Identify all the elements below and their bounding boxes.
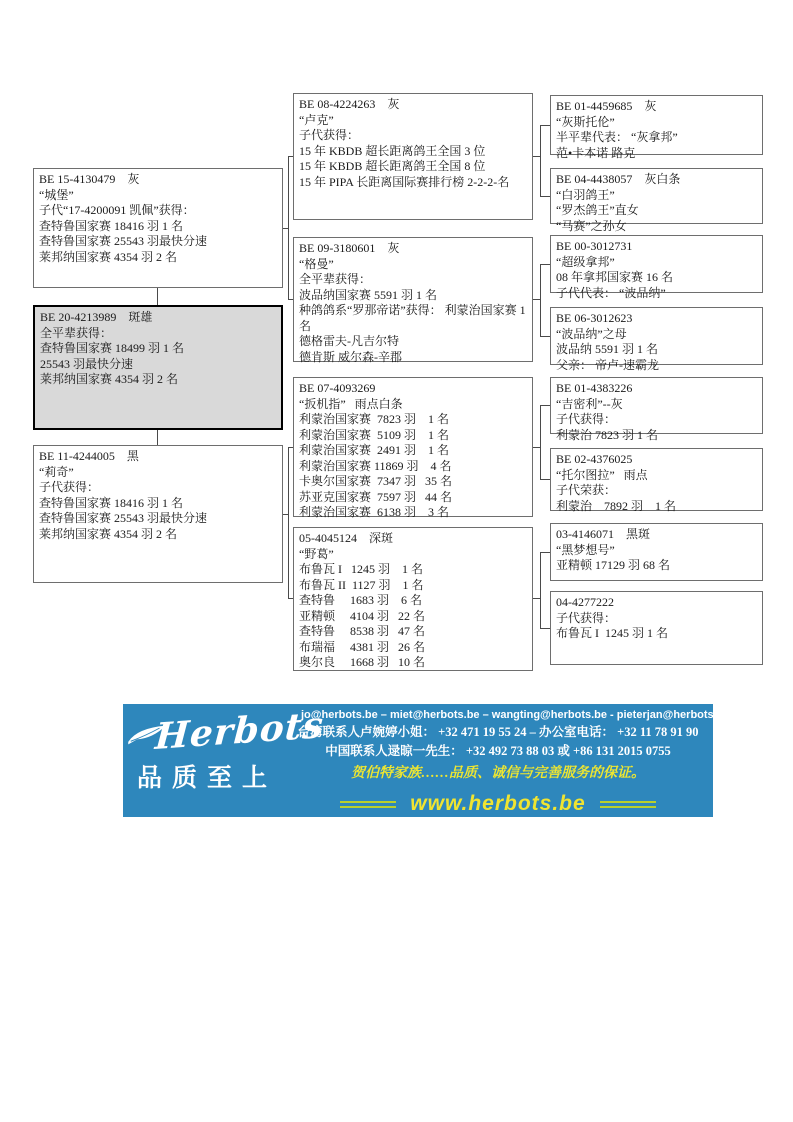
text-line: BE 02-4376025	[556, 452, 633, 466]
pedigree-box-dam	[33, 445, 283, 583]
text-line: 利蒙治 7892 羽 1 名	[556, 498, 677, 513]
connector-line	[533, 598, 540, 599]
pedigree-box-grandparent-3	[550, 235, 763, 300]
text-line: BE 07-4093269	[299, 381, 376, 395]
connector-line	[540, 196, 550, 197]
connector-line	[540, 552, 550, 553]
text-line: 子代“17-4200091 凯佩”获得：	[39, 203, 195, 217]
connector-line	[540, 125, 550, 126]
text-line: 查特鲁国家赛 25543 羽最快分速	[39, 234, 208, 248]
text-line: BE 00-3012731	[556, 239, 633, 253]
text-line: 子代获得：	[556, 610, 617, 625]
connector-line	[540, 479, 550, 480]
text-line: BE 11-4244005 黑	[39, 449, 139, 463]
connector-line	[540, 264, 541, 337]
pedigree-box-grandparent-2	[550, 168, 763, 233]
text-line: 范•卡本诺 路克	[556, 145, 636, 160]
herbots-banner	[123, 703, 730, 817]
text-line: 08 年拿邦国家赛 16 名	[556, 270, 674, 284]
banner-taiwan-contact: 台湾联系人卢婉婷小姐： +32 471 19 55 24 – 办公室电话： +32 11 78 91 90	[297, 725, 699, 739]
text-line: 卡奥尔国家赛 7347 羽 35 名	[299, 474, 453, 488]
text-line: 莱邦纳国家赛 4354 羽 2 名	[39, 526, 178, 541]
connector-line	[288, 447, 293, 448]
text-line: 布瑞福 4381 羽 26 名	[299, 639, 426, 654]
herbots-url-link[interactable]: www.herbots.be	[410, 792, 586, 815]
text-line: 波品纳国家赛 5591 羽 1 名	[299, 287, 438, 302]
text-line: “罗杰鸽王”直女	[556, 203, 639, 217]
pedigree-box-sire	[33, 168, 283, 288]
text-line: 25543 羽最快分速	[40, 356, 134, 371]
text-line: 半平辈代表： “灰拿邦”	[556, 130, 678, 144]
herbots-logo: Herbots	[153, 703, 326, 759]
connector-line	[540, 552, 541, 629]
text-line: 父亲： 帝卢-速霸龙	[556, 357, 659, 372]
connector-line	[540, 405, 541, 480]
text-line: 15 年 KBDB 超长距离鸽王全国 3 位	[299, 143, 486, 158]
text-line: “马赛”之孙女	[556, 218, 627, 233]
connector-line	[533, 299, 540, 300]
text-line: “黑梦想号”	[556, 542, 615, 557]
text-line: 全平辈获得：	[40, 325, 113, 340]
connector-line	[540, 125, 541, 197]
text-line: 利蒙治 7823 羽 1 名	[556, 427, 659, 442]
connector-line	[288, 156, 289, 300]
banner-china-contact: 中国联系人逯晾一先生： +32 492 73 88 03 或 +86 131 2015 0755	[325, 744, 671, 758]
connector-line	[288, 598, 293, 599]
text-line: BE 20-4213989 斑雄	[40, 310, 153, 324]
banner-contact-block	[283, 708, 730, 817]
connector-line	[540, 628, 550, 629]
connector-line	[540, 264, 550, 265]
text-line: 种鸽鸽系“罗那帝诺”获得： 利蒙治国家赛 1 名	[299, 303, 529, 333]
banner-slogan: 贺伯特家族……品质、诚信与完善服务的保证。	[351, 766, 645, 781]
text-line: 05-4045124 深斑	[299, 531, 393, 545]
text-line: 查特鲁国家赛 18499 羽 1 名	[40, 341, 185, 355]
connector-line	[533, 447, 540, 448]
text-line: 03-4146071 黑斑	[556, 527, 650, 541]
text-line: 亚精顿 4104 羽 22 名	[299, 608, 426, 623]
connector-line	[288, 156, 293, 157]
banner-logo-block	[123, 703, 326, 817]
text-line: 布鲁瓦 II 1127 羽 1 名	[299, 577, 424, 592]
pedigree-box-grandparent-6	[550, 448, 763, 511]
pedigree-box-sire-sire	[293, 93, 533, 220]
text-line: “灰斯托伦”	[556, 114, 615, 129]
pedigree-box-grandparent-8	[550, 591, 763, 665]
text-line: “吉密利”--灰	[556, 396, 623, 411]
text-line: 德肯斯 威尔森-辛郡	[299, 349, 402, 364]
text-line: BE 01-4459685 灰	[556, 99, 657, 113]
text-line: 15 年 KBDB 超长距离鸽王全国 8 位	[299, 159, 486, 173]
connector-line	[540, 336, 550, 337]
banner-tagline: 品质至上	[137, 765, 278, 792]
text-line: BE 06-3012623	[556, 311, 633, 325]
text-line: 查特鲁国家赛 18416 羽 1 名	[39, 218, 184, 233]
text-line: 子代获得：	[39, 480, 100, 494]
text-line: 查特鲁国家赛 25543 羽最快分速	[39, 511, 208, 525]
pedigree-box-dam-dam	[293, 527, 533, 671]
decorative-rule	[340, 801, 396, 808]
pedigree-box-dam-sire	[293, 377, 533, 517]
text-line: BE 04-4438057 灰白条	[556, 172, 681, 186]
banner-emails: jo@herbots.be – miet@herbots.be – wangting@herbots.be - pieterjan@herbots.be	[301, 709, 730, 721]
text-line: 莱邦纳国家赛 4354 羽 2 名	[39, 249, 178, 264]
text-line: BE 08-4224263 灰	[299, 97, 400, 111]
pedigree-box-subject	[33, 305, 283, 430]
text-line: 利蒙治国家赛 6138 羽 3 名	[299, 505, 450, 519]
text-line: BE 01-4383226	[556, 381, 633, 395]
text-line: BE 15-4130479 灰	[39, 172, 140, 186]
text-line: 利蒙治国家赛 5109 羽 1 名	[299, 427, 450, 442]
text-line: 德格雷夫-凡吉尔特	[299, 334, 399, 348]
text-line: 全平辈获得：	[299, 272, 372, 286]
text-line: 子代荣获：	[556, 483, 617, 497]
decorative-rule	[600, 801, 656, 808]
pedigree-box-grandparent-1	[550, 95, 763, 160]
text-line: 利蒙治国家赛 11869 羽 4 名	[299, 458, 452, 473]
connector-line	[157, 288, 158, 305]
text-line: “野葛”	[299, 546, 334, 561]
pedigree-box-sire-dam	[293, 237, 533, 362]
text-line: 利蒙治国家赛 7823 羽 1 名	[299, 412, 450, 426]
connector-line	[533, 156, 540, 157]
text-line: 布鲁瓦 I 1245 羽 1 名	[556, 626, 668, 640]
connector-line	[540, 405, 550, 406]
text-line: 波品纳 5591 羽 1 名	[556, 342, 659, 356]
connector-line	[288, 447, 289, 599]
text-line: 子代代表： “波品纳”	[556, 285, 666, 300]
text-line: 奥尔良 1668 羽 10 名	[299, 655, 426, 669]
text-line: 亚精顿 17129 羽 68 名	[556, 558, 671, 572]
text-line: 查特鲁 8538 羽 47 名	[299, 624, 426, 638]
text-line: “扳机指” 雨点白条	[299, 396, 403, 411]
text-line: 布鲁瓦 I 1245 羽 1 名	[299, 562, 423, 576]
text-line: “波品纳”之母	[556, 326, 627, 341]
text-line: “格曼”	[299, 256, 334, 271]
text-line: 04-4277222	[556, 595, 614, 609]
text-line: “托尔图拉” 雨点	[556, 467, 648, 482]
text-line: “超级拿邦”	[556, 254, 615, 269]
text-line: 利蒙治国家赛 2491 羽 1 名	[299, 443, 450, 457]
text-line: 子代获得：	[556, 412, 617, 426]
text-line: 查特鲁 1683 羽 6 名	[299, 593, 423, 607]
text-line: 15 年 PIPA 长距离国际赛排行榜 2-2-2-名	[299, 174, 510, 189]
pedigree-box-grandparent-7	[550, 523, 763, 581]
text-line: “莉奇”	[39, 464, 74, 479]
text-line: “白羽鸽王”	[556, 187, 615, 202]
text-line: 查特鲁国家赛 18416 羽 1 名	[39, 495, 184, 510]
connector-line	[288, 299, 293, 300]
text-line: 子代获得：	[299, 128, 360, 142]
pedigree-box-grandparent-5	[550, 377, 763, 442]
text-line: “卢克”	[299, 112, 334, 127]
text-line: “城堡”	[39, 187, 74, 202]
connector-line	[157, 430, 158, 445]
text-line: 莱邦纳国家赛 4354 羽 2 名	[40, 372, 179, 386]
pedigree-box-grandparent-4	[550, 307, 763, 372]
text-line: BE 09-3180601 灰	[299, 241, 400, 255]
text-line: 苏亚克国家赛 7597 羽 44 名	[299, 489, 453, 504]
